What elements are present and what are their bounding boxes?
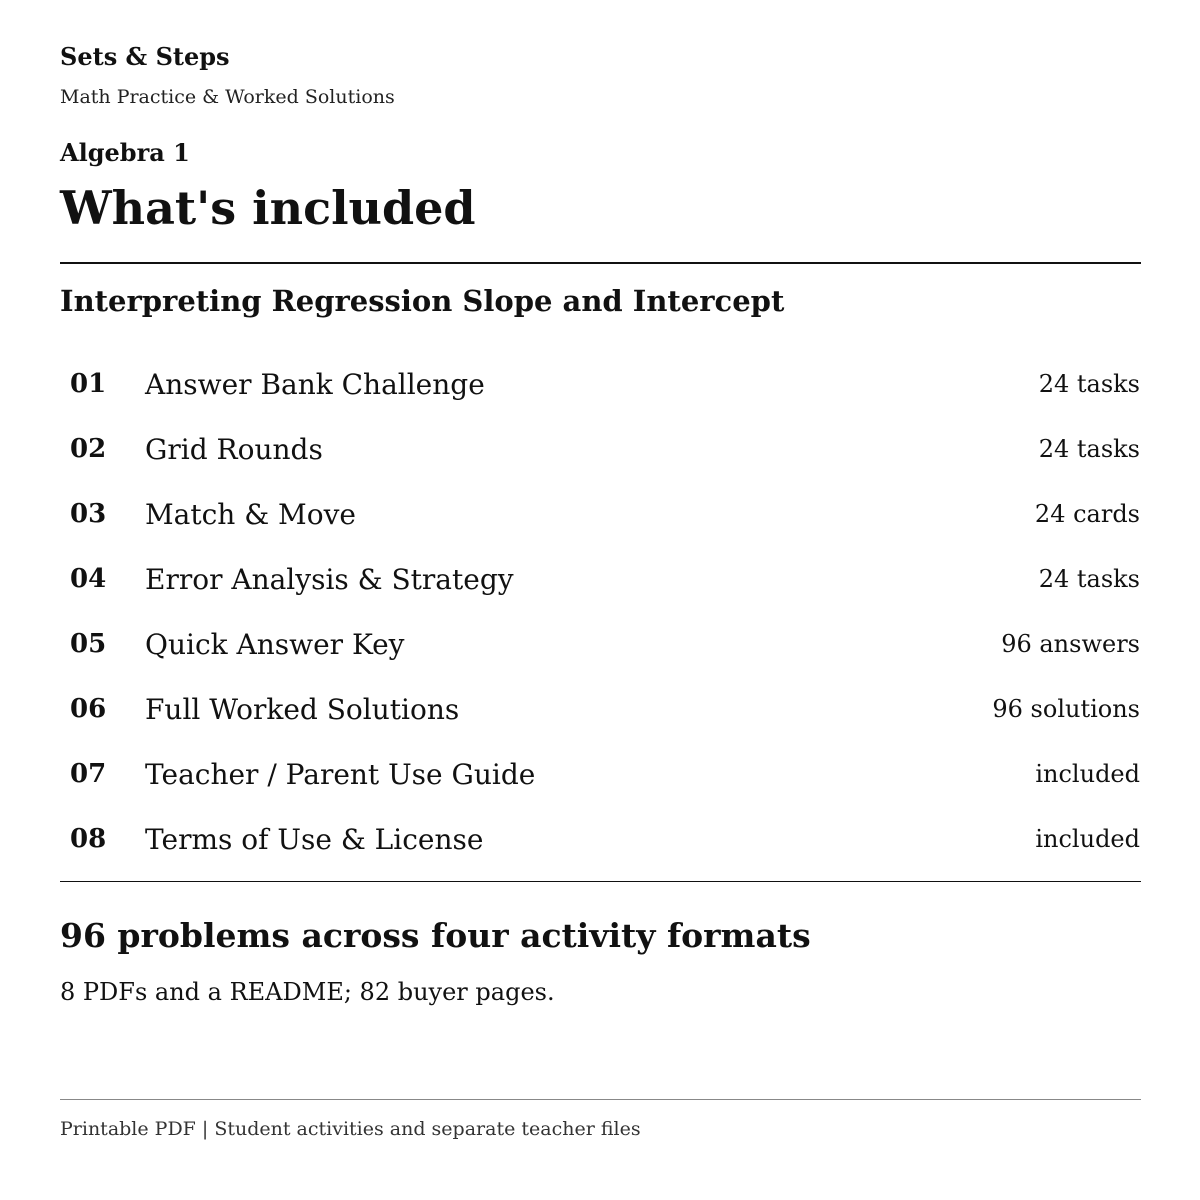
list-item: [60, 612, 1141, 677]
brand-name: Sets & Steps: [60, 42, 230, 71]
footer-text: Printable PDF | Student activities and separate teacher files: [60, 1118, 641, 1140]
item-count: 24 tasks: [1038, 435, 1140, 463]
item-number: 04: [70, 564, 107, 594]
item-label: Quick Answer Key: [145, 628, 405, 661]
item-number: 07: [70, 759, 107, 789]
item-count: included: [1035, 760, 1140, 788]
item-number: 06: [70, 694, 107, 724]
contents-divider: [60, 881, 1141, 882]
list-item: [60, 807, 1141, 872]
item-label: Error Analysis & Strategy: [145, 563, 514, 596]
item-label: Answer Bank Challenge: [145, 368, 485, 401]
summary-title: 96 problems across four activity formats: [60, 916, 811, 955]
list-item: [60, 482, 1141, 547]
list-item: [60, 547, 1141, 612]
item-label: Terms of Use & License: [145, 823, 484, 856]
item-number: 05: [70, 629, 107, 659]
item-number: 08: [70, 824, 107, 854]
item-count: 96 solutions: [992, 695, 1140, 723]
item-number: 02: [70, 434, 107, 464]
item-label: Full Worked Solutions: [145, 693, 460, 726]
contents-list: [60, 352, 1141, 872]
item-label: Teacher / Parent Use Guide: [145, 758, 536, 791]
item-count: 96 answers: [1001, 630, 1140, 658]
list-item: [60, 742, 1141, 807]
list-item: [60, 677, 1141, 742]
item-count: 24 cards: [1034, 500, 1140, 528]
brand-tagline: Math Practice & Worked Solutions: [60, 86, 395, 108]
header-divider: [60, 262, 1141, 264]
section-title: Interpreting Regression Slope and Intercept: [60, 284, 785, 318]
page-title: What's included: [60, 181, 476, 235]
item-count: included: [1035, 825, 1140, 853]
item-number: 01: [70, 369, 107, 399]
summary-text: 8 PDFs and a README; 82 buyer pages.: [60, 978, 555, 1006]
list-item: [60, 417, 1141, 482]
product-page: [60, 0, 1141, 1200]
item-count: 24 tasks: [1038, 565, 1140, 593]
list-item: [60, 352, 1141, 417]
course-label: Algebra 1: [60, 138, 190, 167]
footer-divider: [60, 1099, 1141, 1100]
item-number: 03: [70, 499, 107, 529]
item-label: Grid Rounds: [145, 433, 323, 466]
item-label: Match & Move: [145, 498, 356, 531]
item-count: 24 tasks: [1038, 370, 1140, 398]
